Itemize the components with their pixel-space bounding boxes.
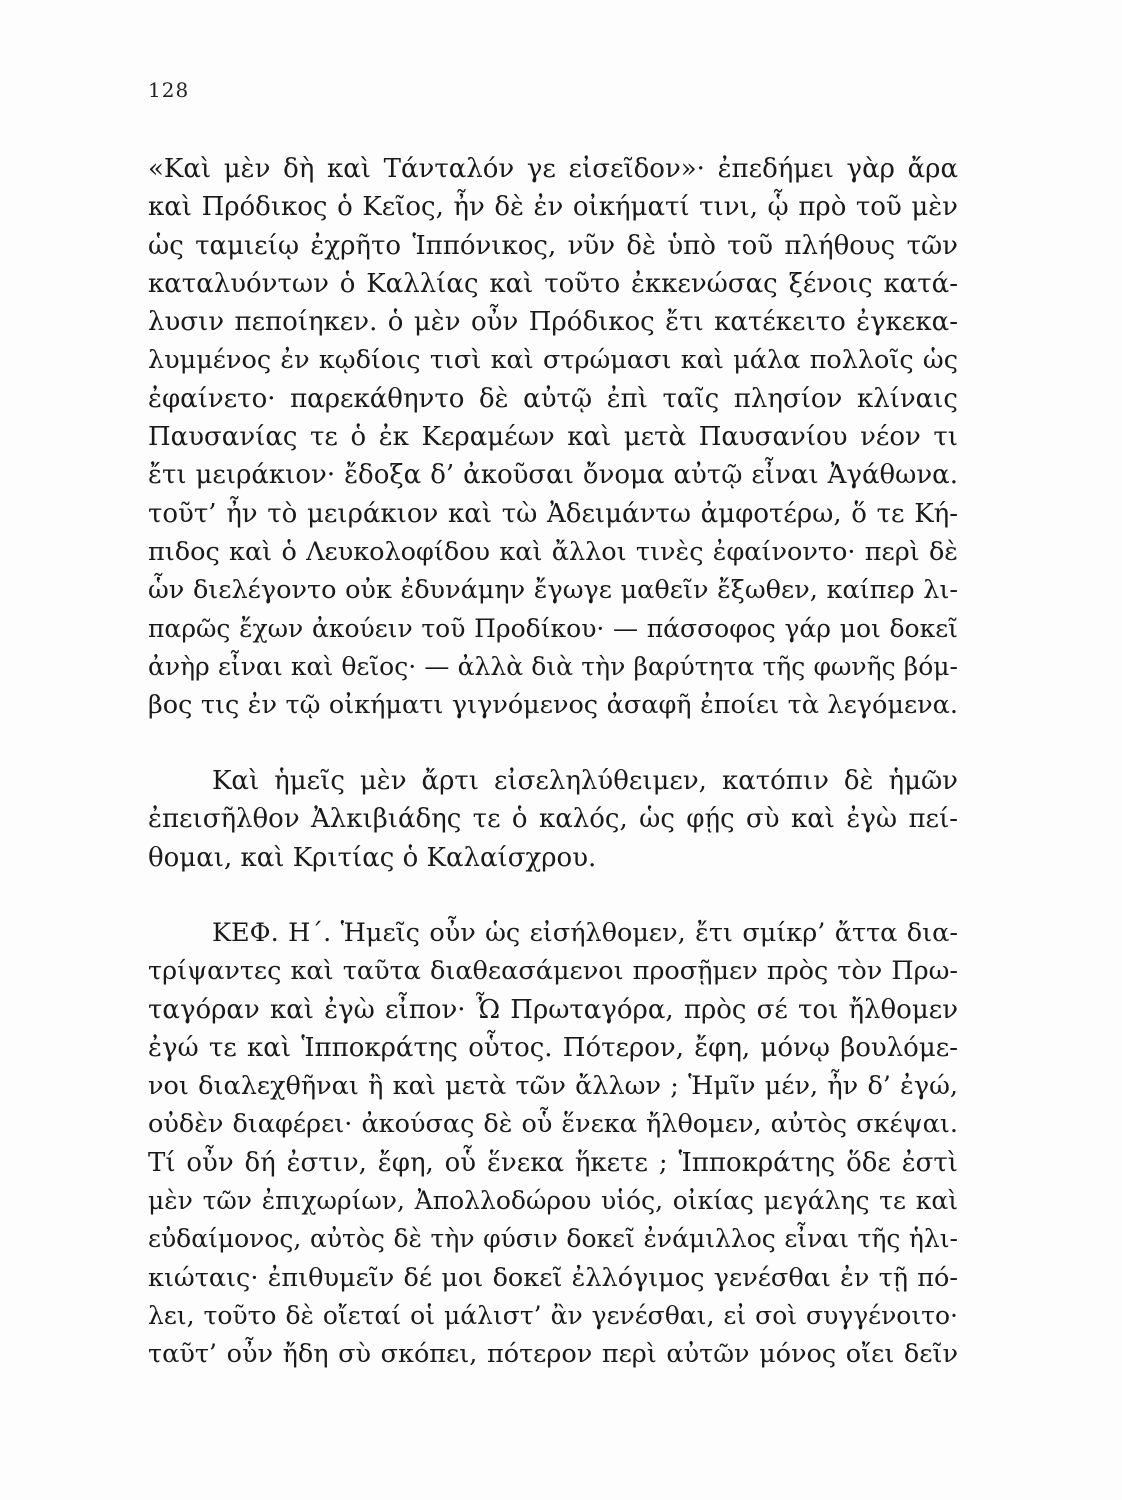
- text-line: ἔτι μειράκιον· ἔδοξα δ’ ἀκοῦσαι ὄνομα αὐτῷ εἶναι Ἀγάθωνα.: [148, 460, 958, 491]
- text-line: ὡς ταμιείῳ ἐχρῆτο Ἱππόνικος, νῦν δὲ ὑπὸ τοῦ πλήθους τῶν: [148, 230, 958, 261]
- text-line: βος τις ἐν τῷ οἰκήματι γιγνόμενος ἀσαφῆ ἐποίει τὰ λεγόμενα.: [148, 690, 958, 721]
- text-line: τοῦτ’ ἦν τὸ μειράκιον καὶ τὼ Ἀδειμάντω ἀμφοτέρω, ὅ τε Κή-: [148, 498, 958, 529]
- text-line: παρῶς ἔχων ἀκούειν τοῦ Προδίκου· — πάσσοφος γάρ μοι δοκεῖ: [148, 613, 958, 643]
- text-line: οὐδὲν διαφέρει· ἀκούσας δὲ οὗ ἕνεκα ἤλθομεν, αὐτὸς σκέψαι.: [148, 1109, 958, 1140]
- text-line: τρίψαντες καὶ ταῦτα διαθεασάμενοι προσῇμεν πρὸς τὸν Πρω-: [148, 956, 958, 987]
- text-line: ἀνὴρ εἶναι καὶ θεῖος· — ἀλλὰ διὰ τὴν βαρύτητα τῆς φωνῆς βόμ-: [148, 651, 958, 681]
- text-line: λει, τοῦτο δὲ οἴεταί οἱ μάλιστ’ ἂν γενέσθαι, εἰ σοὶ συγγένοιτο·: [148, 1300, 958, 1330]
- text-line: ΚΕΦ. Η΄. Ἡμεῖς οὖν ὡς εἰσήλθομεν, ἔτι σμίκρ’ ἄττα δια-: [212, 918, 958, 948]
- text-line: μὲν τῶν ἐπιχωρίων, Ἀπολλοδώρου υἱός, οἰκίας μεγάλης τε καὶ: [148, 1186, 958, 1216]
- text-line: ταῦτ’ οὖν ἤδη σὺ σκόπει, πότερον περὶ αὐτῶν μόνος οἴει δεῖν: [148, 1339, 958, 1370]
- text-line: ἐφαίνετο· παρεκάθηντο δὲ αὐτῷ ἐπὶ ταῖς πλησίον κλίναις: [148, 383, 958, 414]
- text-line: πιδος καὶ ὁ Λευκολοφίδου καὶ ἄλλοι τινὲς ἐφαίνοντο· περὶ δὲ: [148, 536, 958, 567]
- text-line: ἐγώ τε καὶ Ἱπποκράτης οὗτος. Πότερον, ἔφη, μόνῳ βουλόμε-: [148, 1032, 958, 1063]
- text-line: λυσιν πεποίηκεν. ὁ μὲν οὖν Πρόδικος ἔτι κατέκειτο ἐγκεκα-: [148, 307, 958, 338]
- paragraph-3: [148, 914, 958, 1374]
- text-line: ταγόραν καὶ ἐγὼ εἶπον· Ὦ Πρωταγόρα, πρὸς σέ τοι ἤλθομεν: [148, 994, 958, 1025]
- text-line: καταλυόντων ὁ Καλλίας καὶ τοῦτο ἐκκενώσας ξένοις κατά-: [148, 268, 958, 299]
- text-line: εὐδαίμονος, αὐτὸς δὲ τὴν φύσιν δοκεῖ ἐνάμιλλος εἶναι τῆς ἡλι-: [148, 1224, 958, 1254]
- paragraph-2: [148, 762, 958, 877]
- page-number: 128: [148, 78, 190, 102]
- text-line: λυμμένος ἐν κῳδίοις τισὶ καὶ στρώμασι καὶ μάλα πολλοῖς ὡς: [148, 345, 958, 376]
- text-line: θομαι, καὶ Κριτίας ὁ Καλαίσχρου.: [148, 842, 597, 873]
- text-line: κιώταις· ἐπιθυμεῖν δέ μοι δοκεῖ ἐλλόγιμος γενέσθαι ἐν τῇ πό-: [148, 1262, 958, 1293]
- text-line: «Καὶ μὲν δὴ καὶ Τάνταλόν γε εἰσεῖδον»· ἐπεδήμει γὰρ ἄρα: [148, 154, 958, 184]
- text-line: Καὶ ἡμεῖς μὲν ἄρτι εἰσεληλύθειμεν, κατόπιν δὲ ἡμῶν: [212, 766, 958, 796]
- paragraph-1: [148, 150, 958, 724]
- text-line: νοι διαλεχθῆναι ἢ καὶ μετὰ τῶν ἄλλων ; Ἡμῖν μέν, ἦν δ’ ἐγώ,: [148, 1071, 958, 1102]
- text-line: καὶ Πρόδικος ὁ Κεῖος, ἦν δὲ ἐν οἰκήματί τινι, ᾧ πρὸ τοῦ μὲν: [148, 192, 958, 223]
- text-line: ὧν διελέγοντο οὐκ ἐδυνάμην ἔγωγε μαθεῖν ἔξωθεν, καίπερ λι-: [148, 575, 958, 606]
- text-line: ἐπεισῆλθον Ἀλκιβιάδης τε ὁ καλός, ὡς φῄς σὺ καὶ ἐγὼ πεί-: [148, 804, 958, 835]
- text-line: Παυσανίας τε ὁ ἐκ Κεραμέων καὶ μετὰ Παυσανίου νέον τι: [148, 422, 958, 453]
- text-line: Τί οὖν δή ἐστιν, ἔφη, οὗ ἕνεκα ἥκετε ; Ἱπποκράτης ὅδε ἐστὶ: [148, 1147, 958, 1178]
